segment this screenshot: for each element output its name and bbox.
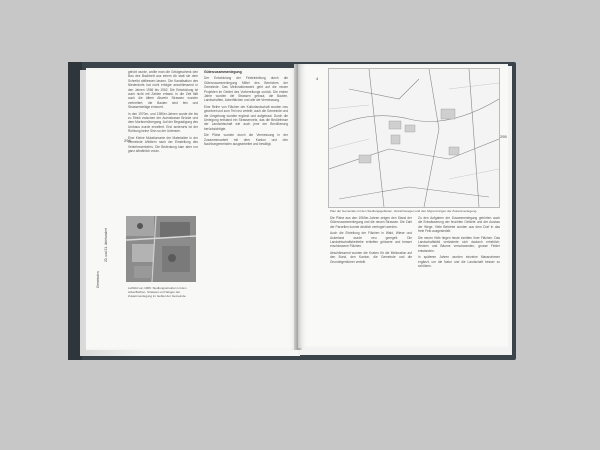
left-col1-paragraph: gehört wurde, wollte man die Geldgeschenk den Bau des Bachbett aus einem Ab statt sie dem Schreibt abfliessen lassen. Die Kanalisation des Niederdorfs hat nicht erfolgte anschliessend in den Jahren 1956 bis 1962. Die Entwicklung ist auch nicht mit Zahlen erfasst. In die Zeit fällt auch die ältere Abwehr Strassen wurden verbreitert, die Bauten sind fein und Strassenbeläge erneuert.: [128, 70, 198, 110]
right-col2-paragraph: Zu den Aufgaben der Zusammenlegung gehörten auch die Entwässerung der feuchten Gebiete und der Ausbau der Wege. Viele Betriebe wurden aus dem Dorf in das freie Feld ausgesiedelt.: [418, 216, 500, 234]
right-col1-paragraph: Abschliessend wurden die Kosten für die Melioration auf den Bund, den Kanton, die Gemeinde und die Grundeigentümer verteilt.: [330, 250, 412, 264]
left-col2-paragraph: Eine Reihe von Flächen der Kulturlandschaft wurden neu geordnet und zum Teil neu verteilt; auch die Gemeinde und die Umgebung wurden ergänzt und aufgebaut. Durch die Umlegung entstand ein Strassennetz, das die Bedürfnisse der Landwirtschaft wie auch jene der Bevölkerung berücksichtigte.: [204, 104, 288, 131]
left-col1-paragraph: Eine Kleine Mutationserie der Materialien in der Gemeinde Affoltern nach der Einstellung des Verkehrsverkehrs. Die Bedeutung kam aber nur ganz allmählich voran.: [128, 135, 198, 153]
left-column-2: [204, 70, 288, 340]
map-caption: Plan der Gemeinde mit den Siedlungsgebieten, Verkehrswegen und den Abgrenzungen der Zusammenlegung.: [330, 209, 478, 213]
section-heading: Güterzusammenlegung: [204, 70, 242, 74]
right-col1-paragraph: Auch die Einteilung der Flächen in Wald, Wiese und Ackerland wurde neu geregelt. Die Landwirtschaftsbetriebe erhielten grössere und besser erschlossene Flächen.: [330, 231, 412, 249]
right-column-2: [418, 216, 500, 346]
aerial-photo: [126, 216, 196, 282]
open-book: [68, 62, 516, 360]
right-page-number: 295: [500, 134, 507, 139]
left-side-subtitle: 20. und 21. Jahrhundert: [104, 228, 108, 262]
left-column-1: [128, 70, 198, 214]
right-col2-paragraph: Die neuen Höfe liegen heute inmitten ihrer Flächen. Das Landschaftsbild veränderte sich dadurch erheblich: Hecken und Bäume verschwanden, grosse Felder entstanden.: [418, 235, 500, 253]
left-col2-paragraph: Die Pläne wurden durch die Vermessung in der Zusammenarbeit mit dem Kanton und den Nachbargemeinden ausgearbeitet und bewilligt.: [204, 133, 288, 147]
left-page-number: 294: [124, 138, 131, 143]
corner-mark: 4: [316, 76, 319, 81]
left-col1-paragraph: In den 1970er- und 1980er-Jahren wurde die bis zu Strick zwischen der Auenstrasse Brücke und dem Moränenübergang. Auf der Begradigung des Umbaus wurde erweitert. Erst anderorts ist der Richtung keine Sinn so der Untersee.: [128, 111, 198, 134]
site-map: [328, 68, 500, 208]
left-side-title: Gemeinden: [96, 271, 100, 288]
photo-caption: Luftbild von 1966: Siedlungsstruktur mit den Ackerflächen, Strassen und Wegen der Zusammenlegung im Gebiet der Gemeinde.: [128, 286, 187, 298]
right-column-1: [330, 216, 412, 346]
right-col2-paragraph: In späteren Jahren wurden einzelne Massnahmen ergänzt, um die Natur und die Landschaft besser zu schützen.: [418, 255, 500, 269]
right-col1-paragraph: Die Pläne aus den 1960er-Jahren zeigen den Stand der Güterzusammenlegung und die neuen Strassen. Die Zahl der Parzellen konnte deutlich verringert werden.: [330, 216, 412, 229]
left-col2-paragraph: Der Entwicklung der Feldeinteilung durch die Güterzusammenlegung Mittel des Bereiches der Gemeinde. Das Meliorationswerk geht auf die neuen Projekten im Gebiet des Vorbereitungs zurück. Die ersten Jahre wurden die Strassen gebaut, die Bauten, Landschaften, Ackerflächen und alle die Vermessung.: [204, 76, 288, 103]
